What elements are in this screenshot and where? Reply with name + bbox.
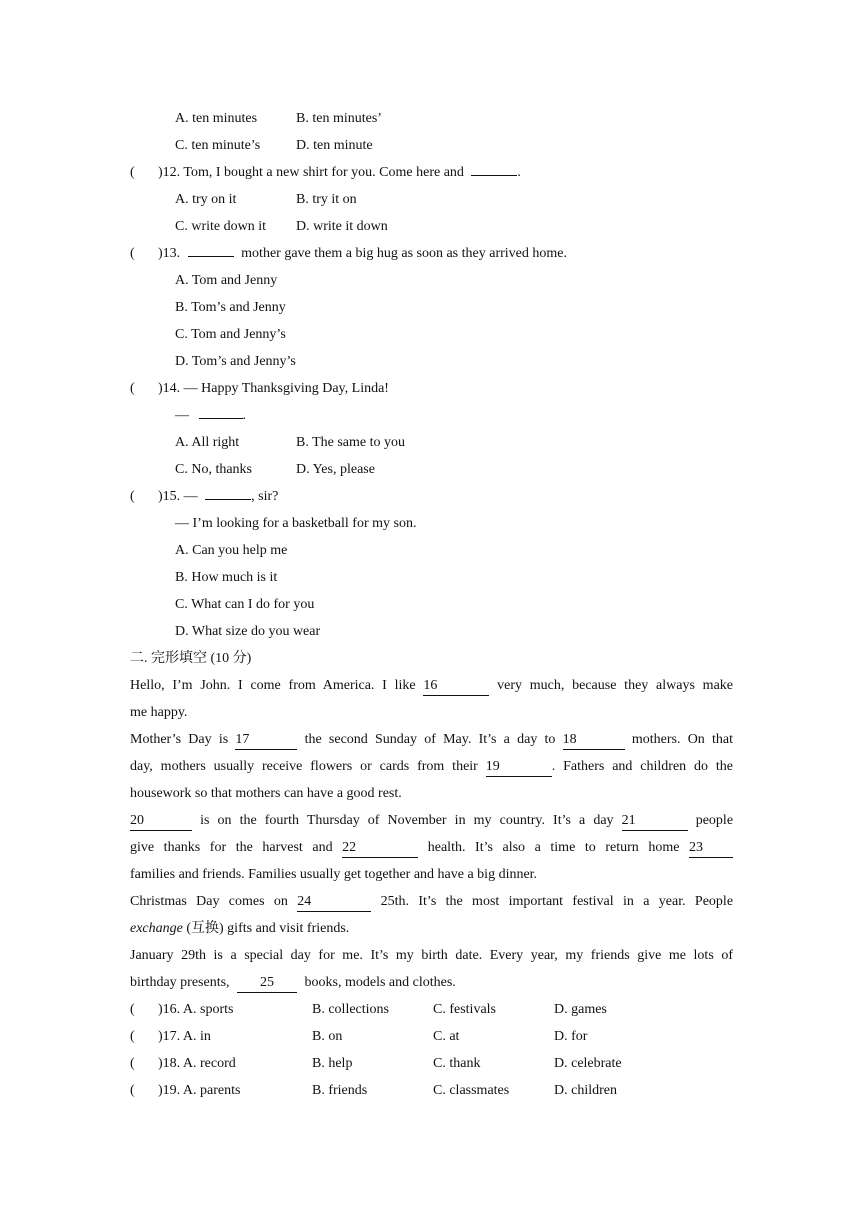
passage-text: very much, because they always make: [497, 678, 733, 693]
cloze-option-b: B. help: [312, 1056, 353, 1071]
passage-text: the second Sunday of May. It’s a day to: [304, 732, 556, 747]
cloze-option-d: D. games: [554, 1002, 607, 1017]
answer-paren: (: [130, 1029, 135, 1044]
passage-text: mothers. On that: [631, 732, 734, 747]
q11-option-c: C. ten minute’s: [175, 138, 261, 153]
passage-text: health. It’s also a time to return home: [427, 840, 680, 855]
q12-text: )12. Tom, I bought a new shirt for you. Come here and: [158, 165, 464, 180]
q12-stem: [130, 159, 733, 186]
passage-line: [130, 807, 733, 834]
q13-option-c: C. Tom and Jenny’s: [175, 327, 286, 342]
answer-blank: [188, 256, 234, 257]
answer-paren: (: [130, 1083, 135, 1098]
q14-options-row2: [130, 456, 733, 483]
passage-text: (互换) gifts and visit friends.: [186, 921, 350, 936]
q15-reply: — I’m looking for a basketball for my son.: [175, 516, 417, 531]
passage-text: birthday presents,: [130, 975, 230, 990]
q15-option-c: C. What can I do for you: [175, 597, 315, 612]
q12-options-row1: [130, 186, 733, 213]
q11-options-row1: [130, 105, 733, 132]
cloze-option-b: B. collections: [312, 1002, 389, 1017]
q14-option-d: D. Yes, please: [296, 462, 375, 477]
dialogue-dash: —: [175, 408, 189, 423]
answer-blank: [471, 175, 517, 176]
q13-stem: [130, 240, 733, 267]
passage-text: Hello, I’m John. I come from America. I like: [130, 678, 416, 693]
q12-option-d: D. write it down: [296, 219, 388, 234]
q15-after: , sir?: [251, 489, 279, 504]
cloze-question: [130, 1050, 733, 1077]
q12-options-row2: [130, 213, 733, 240]
answer-paren: (: [130, 165, 135, 180]
q11-option-b: B. ten minutes’: [296, 111, 382, 126]
passage-line: housework so that mothers can have a good rest.: [130, 786, 402, 801]
cloze-option-a: )16. A. sports: [158, 1002, 234, 1017]
blank-17: 17: [235, 731, 297, 750]
blank-18: 18: [563, 731, 625, 750]
passage-text: books, models and clothes.: [304, 975, 456, 990]
q13-text: mother gave them a big hug as soon as they arrived home.: [241, 246, 567, 261]
passage-line: [130, 888, 733, 915]
passage-line: January 29th is a special day for me. It’s my birth date. Every year, my friends give me lots of: [130, 948, 733, 963]
blank-22: 22: [342, 839, 418, 858]
passage-text: day, mothers usually receive flowers or cards from their: [130, 759, 478, 774]
passage-text: is on the fourth Thursday of November in my country. It’s a day: [200, 813, 614, 828]
q12-option-a: A. try on it: [175, 192, 237, 207]
q13-option-a: A. Tom and Jenny: [175, 273, 278, 288]
q11-option-d: D. ten minute: [296, 138, 373, 153]
cloze-option-c: C. classmates: [433, 1083, 510, 1098]
q13-number: )13.: [158, 246, 181, 261]
cloze-option-b: B. on: [312, 1029, 343, 1044]
q14-options-row1: [130, 429, 733, 456]
cloze-question: [130, 1023, 733, 1050]
passage-line: families and friends. Families usually get together and have a big dinner.: [130, 867, 538, 882]
passage-line: [130, 726, 733, 753]
passage-italic-word: exchange: [130, 921, 183, 936]
cloze-option-c: C. thank: [433, 1056, 481, 1071]
passage-text: people: [695, 813, 734, 828]
cloze-option-d: D. celebrate: [554, 1056, 622, 1071]
blank-21: 21: [622, 812, 688, 831]
passage-text: . Fathers and children do the: [551, 759, 734, 774]
cloze-option-a: )17. A. in: [158, 1029, 211, 1044]
q15-stem: [130, 483, 733, 510]
blank-19: 19: [486, 758, 552, 777]
answer-blank: [199, 418, 243, 419]
cloze-question: [130, 1077, 733, 1104]
blank-16: 16: [423, 677, 489, 696]
q15-option-d: D. What size do you wear: [175, 624, 321, 639]
cloze-option-c: C. at: [433, 1029, 460, 1044]
blank-23: 23: [689, 839, 733, 858]
passage-text: Christmas Day comes on: [130, 894, 288, 909]
blank-25: 25: [237, 974, 297, 993]
q12-option-c: C. write down it: [175, 219, 266, 234]
passage-text: 25th. It’s the most important festival in a year. People: [380, 894, 734, 909]
q14-stem: [130, 375, 733, 402]
q15-option-b: B. How much is it: [175, 570, 278, 585]
q12-period: .: [517, 165, 521, 180]
answer-paren: (: [130, 489, 135, 504]
q11-options-row2: [130, 132, 733, 159]
answer-paren: (: [130, 1056, 135, 1071]
cloze-option-d: D. children: [554, 1083, 617, 1098]
answer-blank: [205, 499, 251, 500]
passage-line: [130, 672, 733, 699]
q13-option-b: B. Tom’s and Jenny: [175, 300, 286, 315]
passage-line: [130, 834, 733, 861]
q15-text: )15. —: [158, 489, 198, 504]
blank-20: 20: [130, 812, 192, 831]
q13-option-d: D. Tom’s and Jenny’s: [175, 354, 296, 369]
cloze-option-a: )18. A. record: [158, 1056, 236, 1071]
answer-paren: (: [130, 1002, 135, 1017]
q11-option-a: A. ten minutes: [175, 111, 258, 126]
q14-text: )14. — Happy Thanksgiving Day, Linda!: [158, 381, 389, 396]
answer-paren: (: [130, 381, 135, 396]
passage-text: Mother’s Day is: [130, 732, 229, 747]
cloze-option-b: B. friends: [312, 1083, 368, 1098]
passage-text: give thanks for the harvest and: [130, 840, 333, 855]
cloze-option-a: )19. A. parents: [158, 1083, 241, 1098]
blank-24: 24: [297, 893, 371, 912]
q14-option-c: C. No, thanks: [175, 462, 252, 477]
answer-paren: (: [130, 246, 135, 261]
cloze-option-c: C. festivals: [433, 1002, 496, 1017]
q14-period: .: [242, 408, 246, 423]
section-heading: 二. 完形填空 (10 分): [130, 651, 252, 666]
q15-option-a: A. Can you help me: [175, 543, 288, 558]
q14-option-a: A. All right: [175, 435, 240, 450]
passage-line: [130, 753, 733, 780]
q14-option-b: B. The same to you: [296, 435, 406, 450]
q14-reply: [175, 402, 778, 429]
cloze-option-d: D. for: [554, 1029, 588, 1044]
q12-option-b: B. try it on: [296, 192, 357, 207]
passage-line: me happy.: [130, 705, 188, 720]
cloze-question: [130, 996, 733, 1023]
passage-line: [130, 915, 733, 942]
passage-line: [130, 969, 733, 996]
